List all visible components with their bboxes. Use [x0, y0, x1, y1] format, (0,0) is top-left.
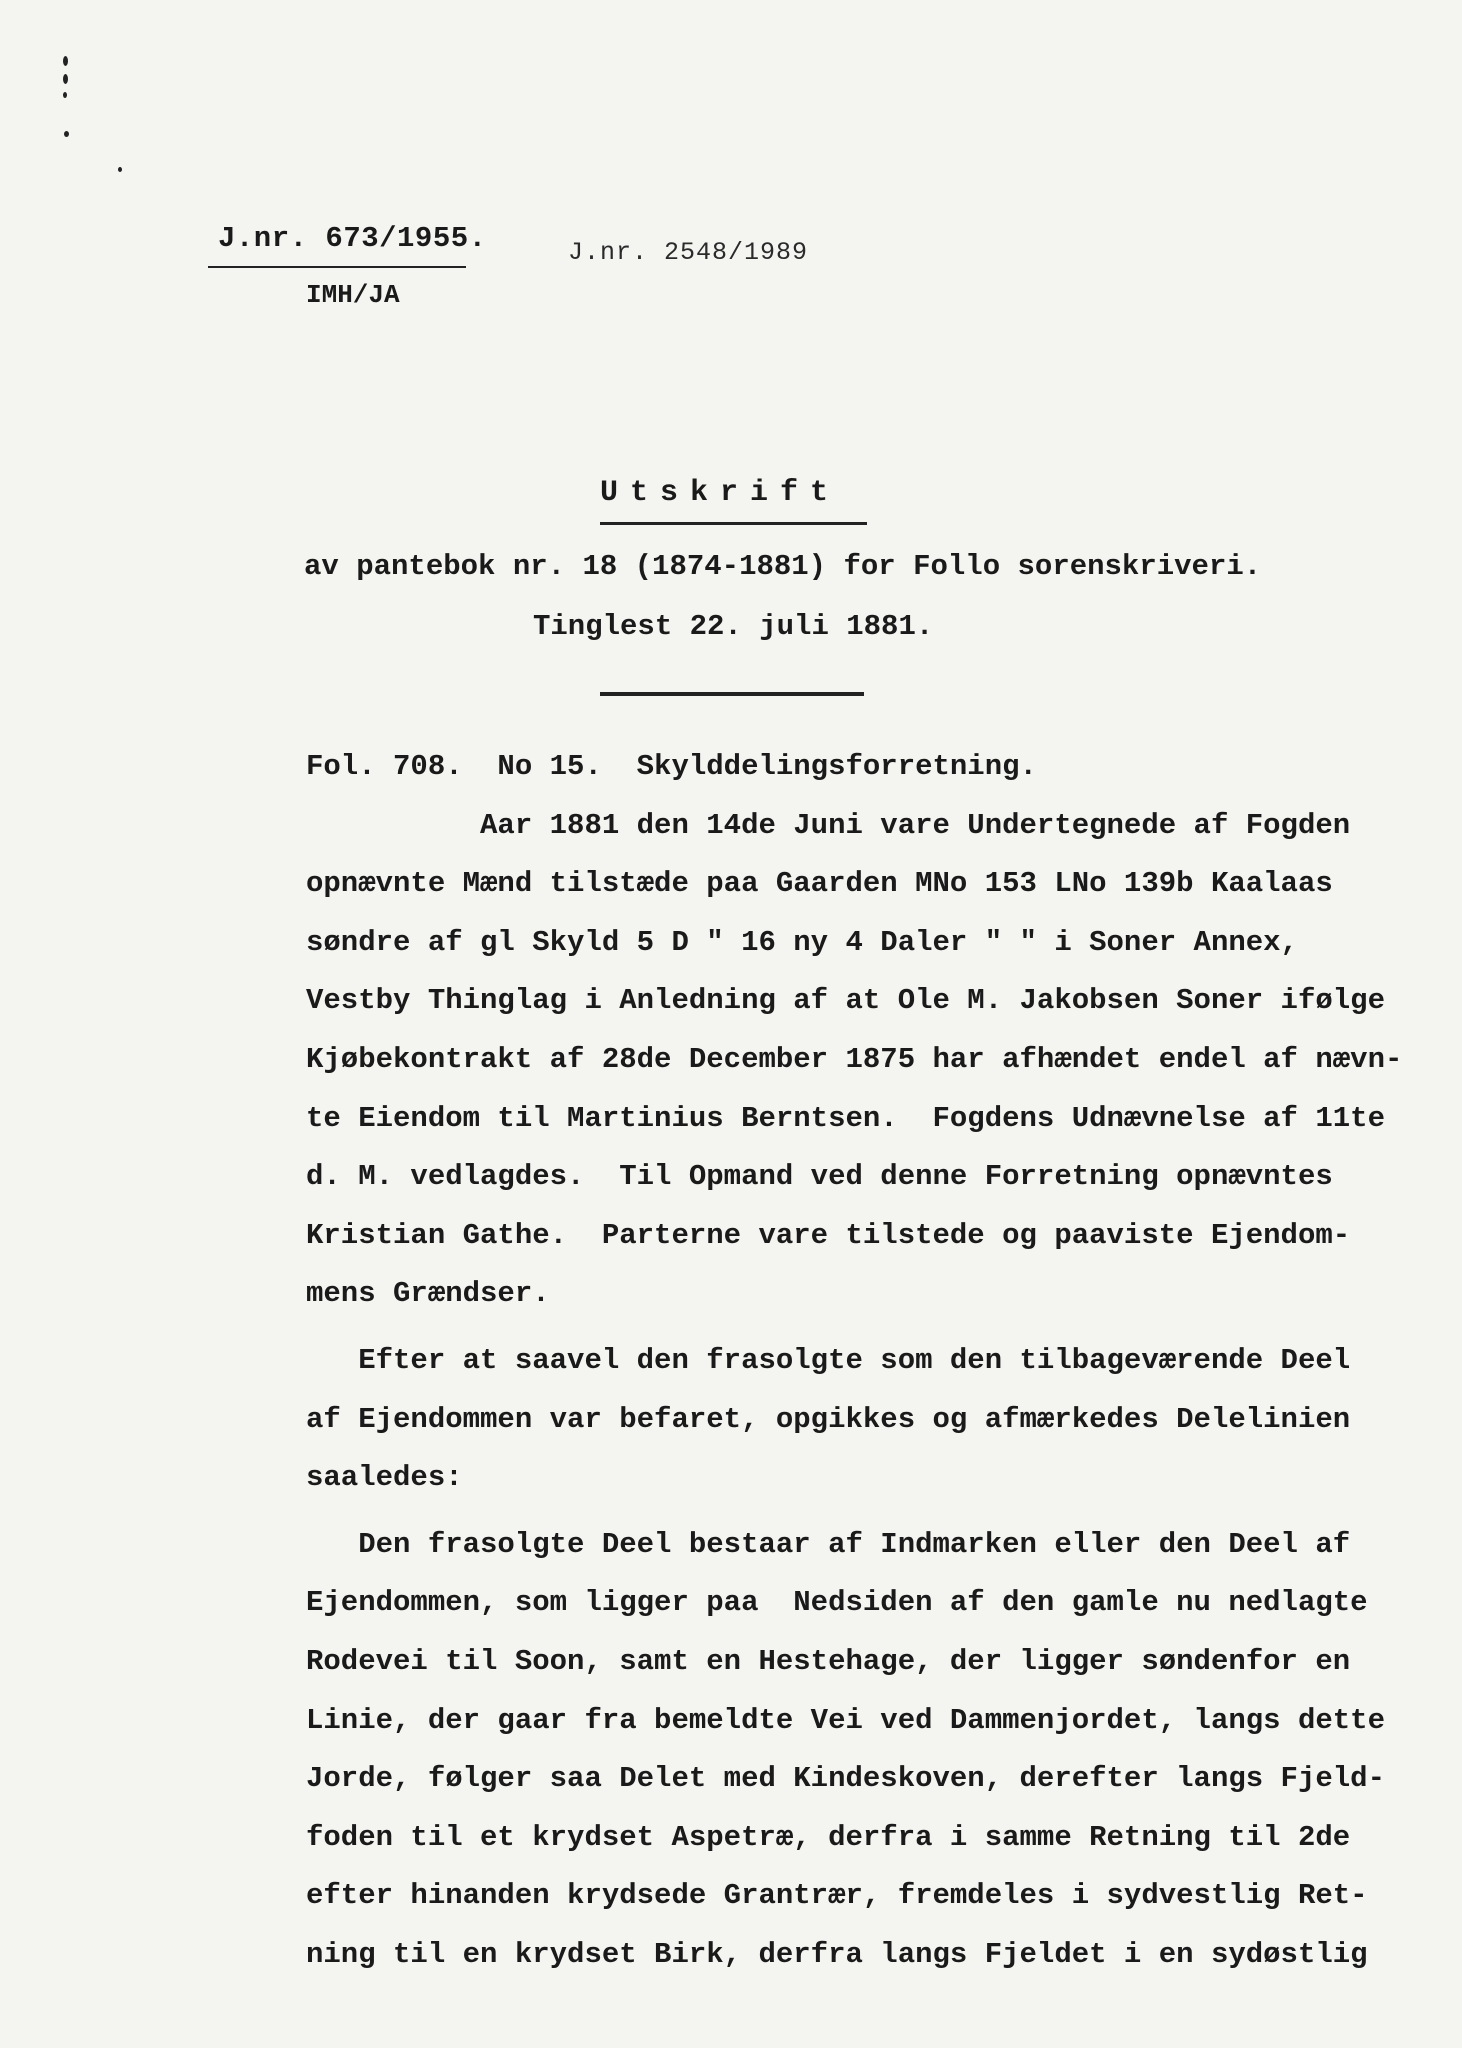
margin-mark: [63, 56, 68, 66]
text-line: foden til et krydset Aspetræ, derfra i samme Retning til 2de: [306, 1820, 1351, 1854]
paragraph-gap: [306, 1324, 1406, 1332]
document-title: Utskrift: [600, 476, 841, 510]
journal-number-underline: [208, 266, 466, 268]
document-body: [306, 738, 1406, 1984]
paragraph-gap: [306, 1508, 1406, 1516]
text-line: saaledes:: [306, 1461, 463, 1495]
initials: IMH/JA: [306, 280, 400, 310]
title-underline: [600, 522, 867, 525]
margin-mark: [63, 92, 67, 98]
document-subtitle: av pantebok nr. 18 (1874-1881) for Follo sorenskriveri.: [304, 550, 1262, 583]
text-line: Efter at saavel den frasolgte som den tilbageværende Deel: [306, 1343, 1351, 1377]
journal-number-old: J.nr. 673/1955.: [218, 222, 487, 255]
text-line: Kjøbekontrakt af 28de December 1875 har afhændet endel af nævn-: [306, 1042, 1403, 1076]
text-line: Vestby Thinglag i Anledning af at Ole M. Jakobsen Soner ifølge: [306, 984, 1385, 1018]
text-line: af Ejendommen var befaret, opgikkes og afmærkedes Delelinien: [306, 1402, 1351, 1436]
text-line: mens Grændser.: [306, 1277, 550, 1311]
text-line: Den frasolgte Deel bestaar af Indmarken eller den Deel af: [306, 1527, 1351, 1561]
margin-mark: [64, 131, 69, 137]
text-line: Fol. 708. No 15. Skylddelingsforretning.: [306, 750, 1037, 783]
text-line: efter hinanden krydsede Grantrær, fremdeles i sydvestlig Ret-: [306, 1879, 1368, 1913]
margin-mark: [63, 74, 68, 84]
text-line: Jorde, følger saa Delet med Kindeskoven, derefter langs Fjeld-: [306, 1762, 1385, 1796]
text-line: søndre af gl Skyld 5 D " 16 ny 4 Daler " " i Soner Annex,: [306, 925, 1298, 959]
journal-number-new: J.nr. 2548/1989: [568, 238, 809, 267]
text-line: te Eiendom til Martinius Berntsen. Fogdens Udnævnelse af 11te: [306, 1101, 1385, 1135]
text-line: Aar 1881 den 14de Juni vare Undertegnede af Fogden: [306, 808, 1351, 842]
text-line: ning til en krydset Birk, derfra langs Fjeldet i en sydøstlig: [306, 1937, 1368, 1971]
text-line: Linie, der gaar fra bemeldte Vei ved Dammenjordet, langs dette: [306, 1703, 1385, 1737]
section-divider: [600, 692, 864, 696]
text-line: Ejendommen, som ligger paa Nedsiden af den gamle nu nedlagte: [306, 1586, 1368, 1620]
margin-mark: [118, 167, 122, 172]
text-line: d. M. vedlagdes. Til Opmand ved denne Forretning opnævntes: [306, 1160, 1333, 1194]
text-line: Kristian Gathe. Parterne vare tilstede og paaviste Ejendom-: [306, 1218, 1351, 1252]
text-line: opnævnte Mænd tilstæde paa Gaarden MNo 153 LNo 139b Kaalaas: [306, 867, 1333, 901]
text-line: Rodevei til Soon, samt en Hestehage, der ligger søndenfor en: [306, 1644, 1351, 1678]
registration-date: Tinglest 22. juli 1881.: [533, 610, 934, 643]
